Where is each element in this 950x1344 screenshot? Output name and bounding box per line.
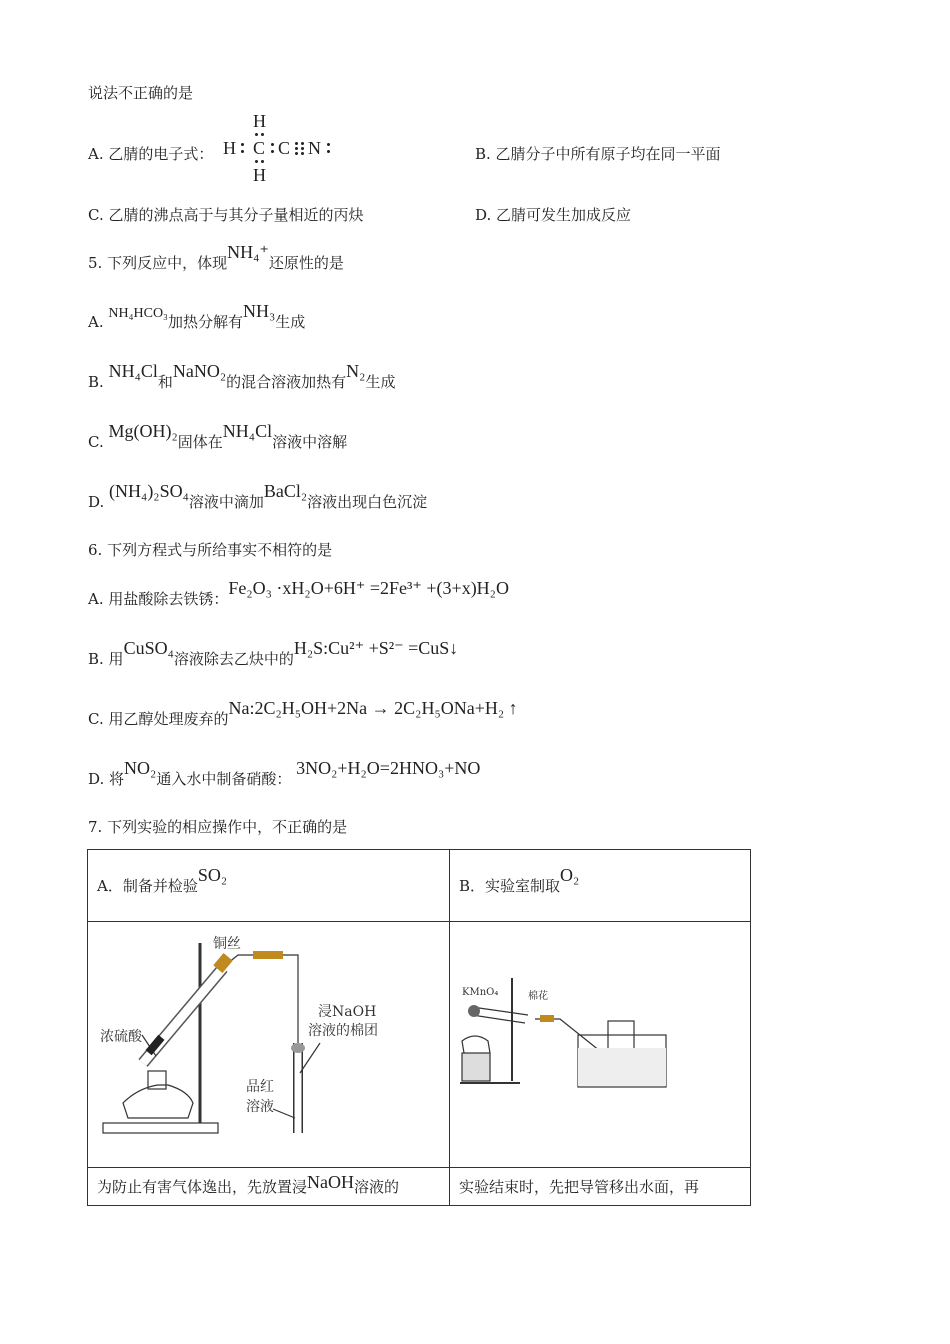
atom-c: C <box>278 138 291 158</box>
electron-dot <box>271 143 274 146</box>
atom-h: H <box>253 165 266 185</box>
q7-a-header: A．制备并检验SO₂ <box>88 850 450 922</box>
q7-table <box>87 849 751 1206</box>
electron-dot <box>255 160 258 163</box>
q7-stem: 7. 下列实验的相应操作中，不正确的是 <box>88 818 348 836</box>
q4-option-c: C. 乙腈的沸点高于与其分子量相近的丙炔 <box>88 206 364 224</box>
q5-option-d: D. (NH₄)₂SO₄溶液中滴加BaCl₂溶液出现白色沉淀 <box>88 481 428 511</box>
q5-option-b: B. NH₄Cl和NaNO₂的混合溶液加热有N₂生成 <box>88 361 396 391</box>
electron-dot <box>241 143 244 146</box>
q4-option-a: A. 乙腈的电子式： <box>88 145 214 163</box>
q4-option-d: D. 乙腈可发生加成反应 <box>475 206 632 224</box>
q5-option-c: C. Mg(OH)₂固体在NH₄Cl溶液中溶解 <box>88 421 348 451</box>
label-magenta: 品红 <box>246 1078 274 1095</box>
atom-h: H <box>253 111 266 131</box>
atom-h: H <box>223 138 236 158</box>
electron-dot <box>295 147 298 150</box>
electron-dot <box>327 150 330 153</box>
q6-stem: 6. 下列方程式与所给事实不相符的是 <box>88 541 333 559</box>
q6-option-c: C. 用乙醇处理废弃的Na:2C₂H₅OH+2Na → 2C₂H₅ONa+H₂ ↑ <box>88 698 518 728</box>
electron-dot <box>295 152 298 155</box>
electron-dot <box>261 160 264 163</box>
q6-option-a: A. 用盐酸除去铁锈：Fe₂O₃ ·xH₂O+6H⁺ =2Fe³⁺ +(3+x)H₂O <box>88 578 509 608</box>
q6-option-d: D. 将NO₂通入水中制备硝酸： 3NO₂+H₂O=2HNO₃+NO <box>88 758 481 788</box>
electron-dot <box>271 150 274 153</box>
electron-dot <box>301 147 304 150</box>
electron-dot <box>327 143 330 146</box>
q5-stem: 5. 下列反应中，体现NH₄⁺还原性的是 <box>88 242 344 272</box>
q7-a-operation: 为防止有害气体逸出，先放置浸NaOH溶液的 <box>88 1168 450 1206</box>
label-kmno4: KMnO₄ <box>462 986 499 998</box>
electron-dot <box>301 142 304 145</box>
electron-formula <box>223 112 343 184</box>
q4-option-b: B. 乙腈分子中所有原子均在同一平面 <box>475 145 721 163</box>
label-naoh-cotton: 浸NaOH <box>318 1003 377 1020</box>
label-magenta-2: 溶液 <box>246 1098 274 1115</box>
so2-apparatus-drawing <box>88 923 448 1167</box>
o2-apparatus-drawing <box>450 923 750 1167</box>
electron-dot <box>261 133 264 136</box>
so2-apparatus-figure <box>88 922 450 1168</box>
electron-dot <box>301 152 304 155</box>
atom-n: N <box>308 138 321 158</box>
label-cotton: 棉花 <box>528 990 548 1002</box>
q4-stem: 说法不正确的是 <box>88 84 194 102</box>
q7-b-header: B．实验室制取O₂ <box>450 850 751 922</box>
label-copper-wire: 铜丝 <box>213 935 241 952</box>
electron-dot <box>241 150 244 153</box>
atom-c: C <box>253 138 266 158</box>
q7-b-operation: 实验结束时，先把导管移出水面，再 <box>450 1168 751 1206</box>
label-sulfuric-acid: 浓硫酸 <box>100 1028 142 1045</box>
electron-dot <box>255 133 258 136</box>
q6-option-b: B. 用CuSO₄溶液除去乙炔中的H₂S:Cu²⁺ +S²⁻ =CuS↓ <box>88 638 459 668</box>
electron-dot <box>295 142 298 145</box>
o2-apparatus-figure <box>450 922 751 1168</box>
label-naoh-cotton-2: 溶液的棉团 <box>308 1022 378 1039</box>
q5-option-a: A. NH₄HCO₃加热分解有NH₃生成 <box>88 301 306 331</box>
